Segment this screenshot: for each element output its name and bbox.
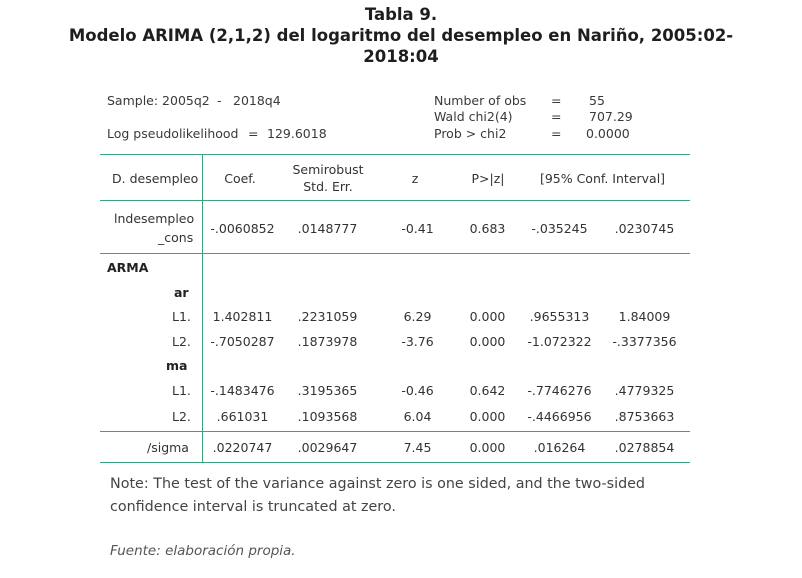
table-cell: .3195365 xyxy=(297,383,358,398)
table-cell: -.7746276 xyxy=(527,383,592,398)
ar-label: ar xyxy=(174,285,189,300)
ma-label: ma xyxy=(166,358,188,373)
lag-label: L1. xyxy=(172,383,191,398)
table-cell: .9655313 xyxy=(529,309,590,324)
stat-value: 55 xyxy=(589,93,605,108)
table-cell: .0029647 xyxy=(297,440,358,455)
table-cell: 0.000 xyxy=(469,409,506,424)
table-cell: -.7050287 xyxy=(210,334,275,349)
var-sub-name: _cons xyxy=(158,230,194,245)
col-header-se-2: Std. Err. xyxy=(303,179,353,194)
table-cell: -0.46 xyxy=(401,383,434,398)
table-bottom-rule xyxy=(100,462,690,463)
table-cell: .1873978 xyxy=(297,334,358,349)
table-cell: -3.76 xyxy=(401,334,434,349)
arma-label: ARMA xyxy=(107,260,149,275)
sample-end: 2018q4 xyxy=(233,93,281,108)
table-cell: 0.000 xyxy=(469,309,506,324)
var-name: lndesempleo xyxy=(114,211,195,226)
source-note: Fuente: elaboración propia. xyxy=(110,543,296,559)
stat-eq: = xyxy=(551,126,562,141)
loglik-eq: = xyxy=(248,126,259,141)
stat-eq: = xyxy=(551,93,562,108)
table-cell: .016264 xyxy=(533,440,586,455)
header-bottom-rule xyxy=(100,200,690,201)
stat-label: Number of obs xyxy=(434,93,527,108)
col-header-p: P>|z| xyxy=(471,171,505,186)
table-cell: -1.072322 xyxy=(527,334,592,349)
table-cell: 7.45 xyxy=(403,440,432,455)
var-bottom-rule xyxy=(100,253,690,254)
sample-dash: - xyxy=(217,93,222,108)
table-cell: 6.29 xyxy=(403,309,432,324)
table-cell: 1.402811 xyxy=(212,309,273,324)
lag-label: L2. xyxy=(172,409,191,424)
table-cell: .0278854 xyxy=(614,440,675,455)
table-cell: .8753663 xyxy=(614,409,675,424)
lag-label: L1. xyxy=(172,309,191,324)
table-subtitle-cont: 2018:04 xyxy=(363,47,439,66)
table-cell: -.035245 xyxy=(531,221,588,236)
stat-eq: = xyxy=(551,109,562,124)
table-title: Tabla 9. xyxy=(364,5,438,24)
table-top-rule xyxy=(100,154,690,155)
table-cell: .0148777 xyxy=(297,221,358,236)
table-cell: .661031 xyxy=(216,409,269,424)
table-cell: -.4466956 xyxy=(527,409,592,424)
table-cell: 0.000 xyxy=(469,440,506,455)
col-header-z: z xyxy=(411,171,419,186)
table-cell: .2231059 xyxy=(297,309,358,324)
table-note: Note: The test of the variance against zero is one sided, and the two-sided confidence interval is truncated at zero. xyxy=(110,476,646,515)
loglik-value: 129.6018 xyxy=(267,126,327,141)
stat-label: Prob > chi2 xyxy=(434,126,507,141)
table-subtitle: Modelo ARIMA (2,1,2) del logaritmo del desempleo en Nariño, 2005:02- xyxy=(68,26,734,45)
sample-label: Sample: 2005q2 xyxy=(107,93,210,108)
table-cell: .1093568 xyxy=(297,409,358,424)
column-divider xyxy=(202,155,203,462)
col-header-se: Semirobust xyxy=(292,162,364,177)
stat-value: 707.29 xyxy=(589,109,633,124)
table-cell: .0220747 xyxy=(212,440,273,455)
stat-label: Wald chi2(4) xyxy=(434,109,513,124)
table-cell: -.1483476 xyxy=(210,383,275,398)
table-cell: .0230745 xyxy=(614,221,675,236)
loglik-label: Log pseudolikelihood xyxy=(107,126,239,141)
table-cell: -.3377356 xyxy=(612,334,677,349)
arma-bottom-rule xyxy=(100,431,690,432)
sigma-label: /sigma xyxy=(147,440,189,455)
table-cell: 6.04 xyxy=(403,409,432,424)
col-header-ci: [95% Conf. Interval] xyxy=(539,171,666,186)
lag-label: L2. xyxy=(172,334,191,349)
stat-value: 0.0000 xyxy=(586,126,630,141)
table-cell: 1.84009 xyxy=(618,309,671,324)
table-cell: 0.642 xyxy=(469,383,506,398)
table-cell: 0.000 xyxy=(469,334,506,349)
table-cell: .4779325 xyxy=(614,383,675,398)
col-header-coef: Coef. xyxy=(224,171,256,186)
table-cell: -0.41 xyxy=(401,221,434,236)
table-cell: -.0060852 xyxy=(210,221,275,236)
col-header-dep: D. desempleo xyxy=(112,171,199,186)
table-cell: 0.683 xyxy=(469,221,506,236)
